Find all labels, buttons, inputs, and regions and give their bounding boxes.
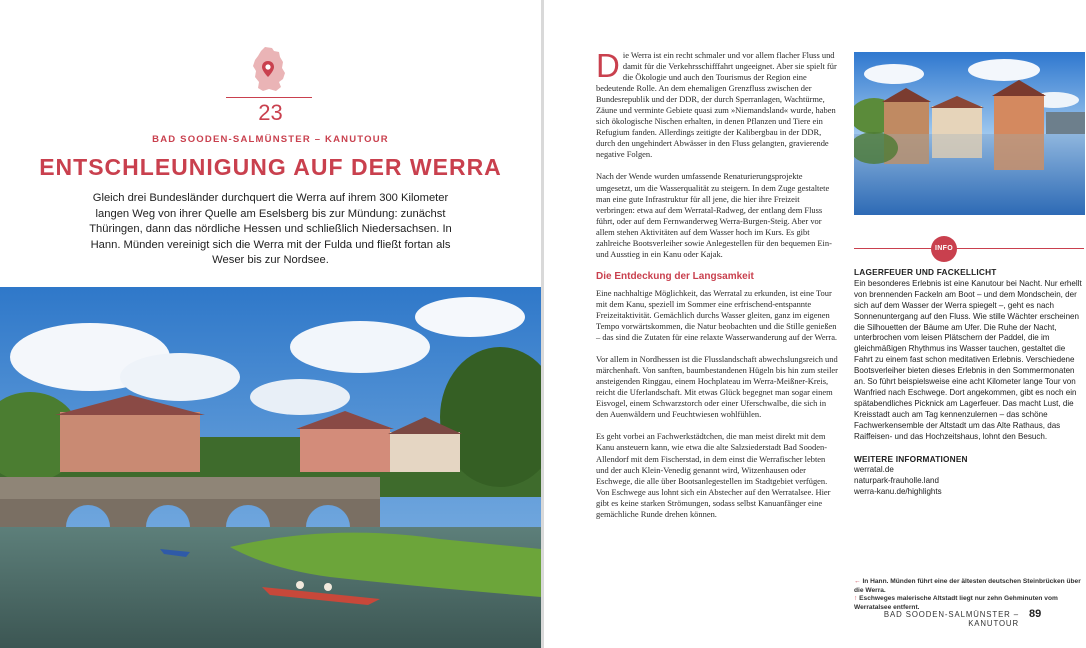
info-link[interactable]: werra-kanu.de/highlights — [854, 487, 942, 497]
germany-map-icon — [252, 46, 286, 92]
paragraph-4: Vor allem in Nordhessen ist die Flusslandschaft abwechslungsreich und märchenhaft. Von sanften, baumbestandenen Hügeln bis hin zum steiler ansteigenden Ringgau, einem Hochplateau im Werra-Meißner-Kreis, reicht die Uferlandschaft. Mit etwas Glück begegnet man sogar einem Eisvogel, einem Schwarzstorch oder einer Uferschwalbe, die sich in den Auenwäldern und Feuchtwiesen wohlfühlen. — [596, 354, 838, 420]
number-rule — [226, 97, 312, 98]
running-footer: BAD SOODEN-SALMÜNSTER – KANUTOUR — [883, 610, 1019, 628]
tour-number: 23 — [258, 100, 283, 125]
info-rule — [854, 248, 1084, 249]
paragraph-1: Die Werra ist ein recht schmaler und vor allem flacher Fluss und damit für die Verkehrsschifffahrt ungeeignet. Aber sie spielt für die Ökologie und auch den Tourismus der Region eine bedeutende Rolle. An dem ehemaligen Grenzfluss zwischen der Bundesrepublik und der DDR, der durch Sperranlagen, Wachtürme, Zäune und verminte Gebiete quasi zum »Niemandsland« wurde, haben sich ökologische Nischen erhalten, in denen Pflanzen und Tiere ein Refugium fanden. Allerdings zeitigte der Kalibergbau in der DDR, durch den ungehindert Abwässer in den Fluss gelangten, gravierende negative Folgen. — [596, 47, 837, 160]
right-page — [544, 0, 1086, 648]
kicker: BAD SOODEN-SALMÜNSTER – KANUTOUR — [152, 134, 389, 145]
left-arrow-icon: ← — [854, 578, 861, 585]
river-bridge-photo — [0, 287, 541, 648]
caption-1: ← In Hann. Münden führt eine der ältesten deutschen Steinbrücken über die Werra. — [854, 578, 1081, 594]
caption-2: ↑ Eschweges malerische Altstadt liegt nur zehn Gehminuten vom Werratalsee entfernt. — [854, 595, 1058, 612]
left-page — [0, 0, 541, 648]
paragraph-2: Nach der Wende wurden umfassende Renaturierungsprojekte umgesetzt, um die Wasserqualität zu steigern. In dem Zuge gestaltete man eine gute Infrastruktur für all jene, die hier ihre Freizeit verbringen: etwa auf dem Werratal-Radweg, der entlang dem Fluss führt, oder auf dem Fernwanderweg Werra-Burgen-Steig. Aber vor allem stehen Aktivitäten auf dem Wasser hoch im Kurs. Es gibt zahlreiche Bootsverleiher sowie Anlegestellen für den bequemen Ein- und Ausstieg in ein Kanu oder Kajak. — [596, 171, 832, 259]
info-links — [854, 465, 1086, 498]
body-column — [596, 47, 840, 531]
drop-cap: D — [596, 47, 620, 84]
info-box — [854, 267, 1086, 498]
info-text: Ein besonderes Erlebnis ist eine Kanutour bei Nacht. Nur erhellt von brennenden Fackeln am Boot – und dem Mondschein, der sich auf dem Wasser der Werra spiegelt –, geht es nach Sonnenuntergang auf den Fluss. Wie stille Wächter erscheinen die Silhouetten der Bäume am Ufer. Die Ruhe der Nacht, unterbrochen vom leisen Plätschern der Paddel, die im gleichmäßigen Rhythmus ins Wasser tauchen, gestaltet die Fahrt zu einem fast schon meditativen Erlebnis. Verschiedene Bootsverleiher bieten dieses Erlebnis in den Sommermonaten an. So führt beispielsweise eine acht Kilometer lange Tour von Wanfried nach Eschwege. Dort angekommen, gibt es noch ein spätabendliches Picknick am Lagerfeuer. Das macht Lust, die Kreisstadt auch am Tag kennenzulernen – das schöne Fachwerkensemble der Altstadt um das Alte Rathaus, das Raiffeisen- und das Hochzeitshaus, lohnt den Besuch. — [854, 278, 1082, 441]
info-heading: LAGERFEUER UND FACKELLICHT — [854, 267, 997, 277]
photo-captions — [854, 578, 1086, 613]
paragraph-5: Es geht vorbei an Fachwerkstädtchen, die man meist direkt mit dem Kanu ansteuern kann, wie etwa die alte Salzsiederstadt Bad Sooden-Allendorf mit dem Fischerstad, in dem einst die Werrafischer lebten und der auch Klein-Venedig genannt wird, Witzenhausen oder Eschwege, die alle über Bootsanlegestellen im Stadtgebiet verfügen. Von Eschwege aus lohnt sich ein Abstecher auf den Werratalsee. Hier gibt es keine starken Strömungen, sodass selbst Kanuanfänger eine gemächliche Runde drehen können. — [596, 431, 831, 519]
info-link[interactable]: werratal.de — [854, 465, 894, 475]
page-title: ENTSCHLEUNIGUNG AUF DER WERRA — [39, 154, 502, 180]
lead-paragraph: Gleich drei Bundesländer durchquert die Werra auf ihrem 300 Kilometer langen Weg von ihrer Quelle am Eselsberg bis zur Mündung: zunächst Thüringen, dann das nördliche Hessen und schließlich Niedersachsen. In Hann. Münden vereinigt sich die Werra mit der Fulda und fließt fortan als Weser bis zur Nordsee. — [89, 192, 452, 266]
info-link[interactable]: naturpark-frauholle.land — [854, 476, 939, 486]
info-badge: INFO — [931, 236, 957, 262]
paragraph-3: Eine nachhaltige Möglichkeit, das Werratal zu erkunden, ist eine Tour mit dem Kanu, speziell im Sommer eine erfrischend-entspannte Freizeitaktivität. Gemächlich durchs Wasser gleiten, ganz im eigenen Tempo vorwärtskommen, die Natur beobachten und die Stille genießen – das sind die Zutaten für eine relaxte Wasserwanderung auf der Werra. — [596, 287, 838, 343]
page-number: 89 — [1029, 608, 1042, 620]
eschwege-reflection-photo — [854, 52, 1085, 215]
section-subhead: Die Entdeckung der Langsamkeit — [596, 270, 754, 282]
more-info-heading: WEITERE INFORMATIONEN — [854, 453, 968, 464]
up-arrow-icon: ↑ — [854, 595, 858, 603]
